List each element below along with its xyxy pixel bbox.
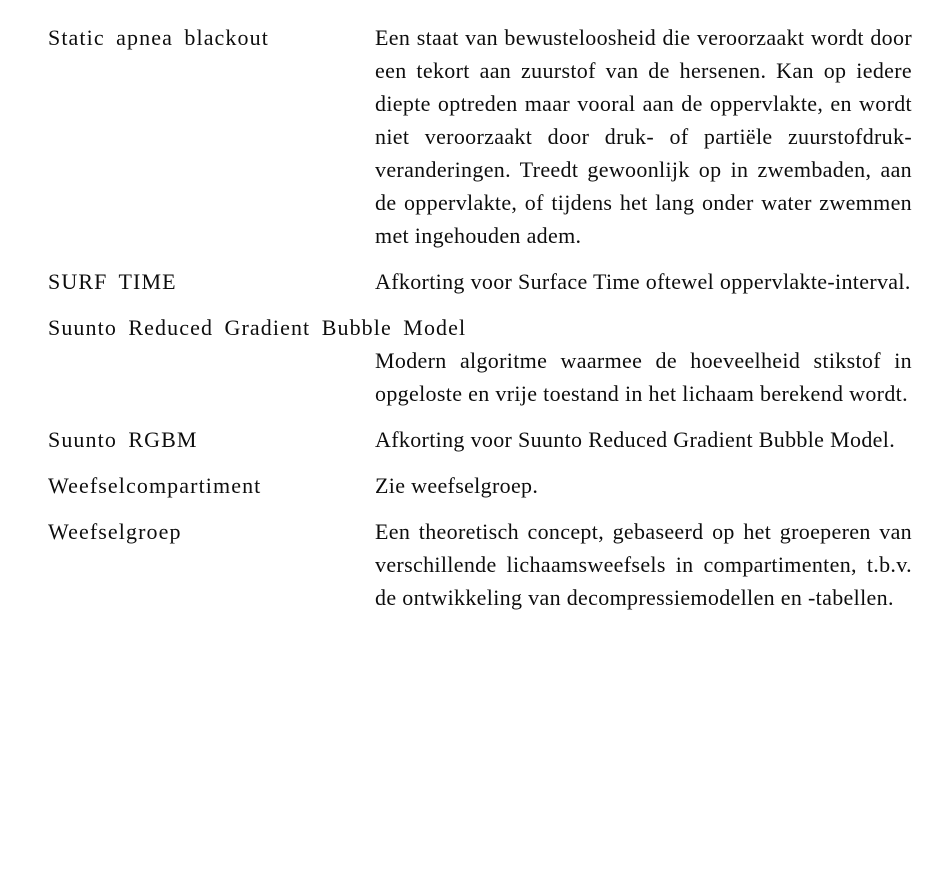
glossary-term: Suunto RGBM [48,427,198,452]
glossary-entry [48,469,912,502]
glossary-term: SURF TIME [48,269,177,294]
glossary-list [48,21,912,614]
glossary-definition: Zie weefselgroep. [375,473,539,498]
glossary-definition: Een theoretisch concept, gebaseerd op het groeperen van verschillende lichaamsweefsels in compartimenten, t.b.v. de ontwikkeling van decompressiemodellen en -tabellen. [375,519,912,610]
glossary-definition: Afkorting voor Surface Time oftewel oppervlakte-interval. [375,269,911,294]
glossary-entry [48,515,912,614]
glossary-entry [48,423,912,456]
glossary-definition: Afkorting voor Suunto Reduced Gradient Bubble Model. [375,427,896,452]
glossary-definition: Een staat van bewusteloosheid die veroorzaakt wordt door een tekort aan zuurstof van de hersenen. Kan op iedere diepte optreden maar vooral aan de oppervlakte, en wordt niet veroorzaakt door druk- of partiële zuurstofdruk-veranderingen. Treedt gewoonlijk op in zwembaden, aan de oppervlakte, of tijdens het lang onder water zwemmen met ingehouden adem. [375,25,912,248]
glossary-term: Static apnea blackout [48,25,269,50]
glossary-entry [48,311,912,410]
glossary-term: Suunto Reduced Gradient Bubble Model [48,315,467,340]
glossary-entry [48,265,912,298]
glossary-definition: Modern algoritme waarmee de hoeveelheid stikstof in opgeloste en vrije toestand in het lichaam berekend wordt. [375,348,912,406]
glossary-term: Weefselgroep [48,519,182,544]
glossary-term: Weefselcompartiment [48,473,262,498]
glossary-entry [48,21,912,252]
